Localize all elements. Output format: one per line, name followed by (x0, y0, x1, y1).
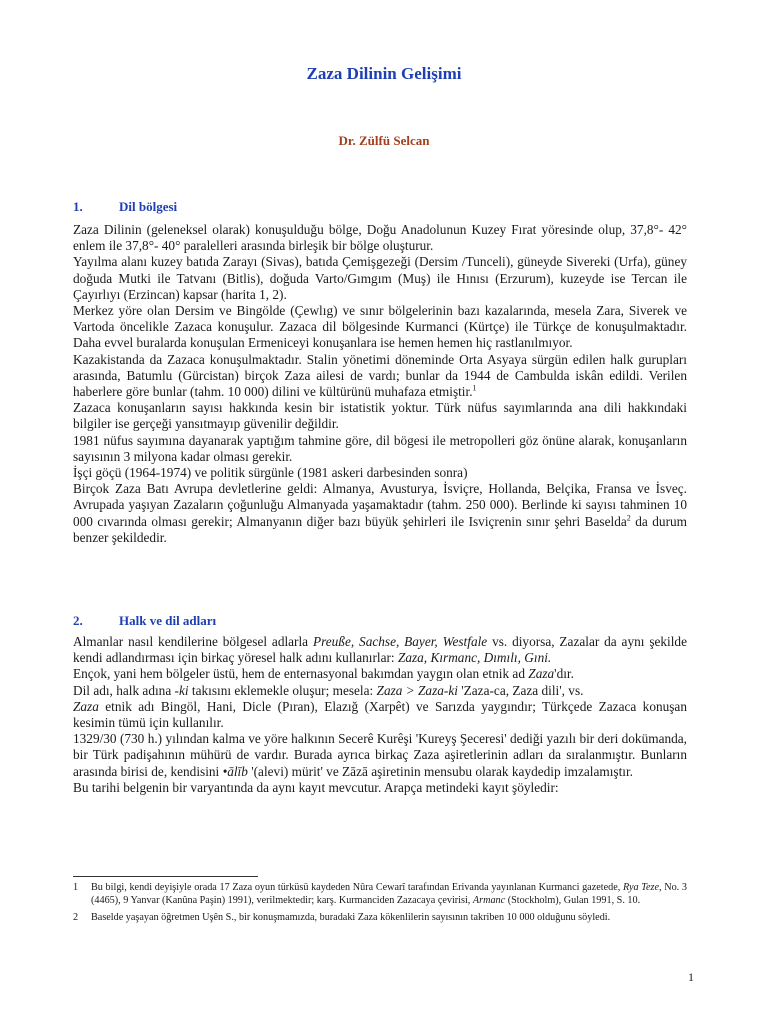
paragraph-text: 'Zaza-ca, Zaza dili', vs. (457, 682, 584, 698)
paragraph-text: da durum benzer şekildedir. (73, 513, 687, 545)
footnote-text: Bu bilgi, kendi deyişiyle orada 17 Zaza oyun türküsü kaydeden Nûra Cewarî tarafından Erivanda yayınlanan Kurmanci gazetede, (91, 882, 623, 893)
footnote-number: 1 (73, 882, 79, 893)
footnote-ref: 2 (626, 513, 631, 523)
paragraph: Zazaca konuşanların sayısı hakkında kesin bir istatistik yoktur. Türk nüfus sayımlarında ana dili hakkındaki bilgiler ise gerçeği yansıtmayıp güvenilir değildir. (73, 400, 687, 432)
paragraph-text: Almanlar nasıl kendilerine bölgesel adlarla (73, 634, 313, 649)
italic-text: Preuße, Sachse, Bayer, Westfale (312, 634, 488, 649)
paragraph-text: Ençok, yani hem bölgeler üstü, hem de enternasyonal bakımdan yaygın olan etnik ad (73, 666, 529, 682)
footnotes (73, 881, 687, 927)
paragraph (73, 666, 687, 682)
italic-text: -ki (174, 682, 189, 698)
footnote (73, 911, 687, 924)
section-body-1 (73, 222, 687, 546)
italic-text: Zaza (73, 698, 99, 714)
paragraph (73, 634, 687, 666)
italic-text: Zaza > Zaza-ki (376, 682, 458, 698)
paragraph: Bu tarihi belgenin bir varyantında da aynı kayıt mevcutur. Arapça metindeki kayıt şöyledir: (73, 779, 559, 795)
paragraph-text: 'dır. (554, 666, 574, 682)
italic-text: Armanc (472, 895, 506, 907)
paragraph-text: '(alevi) mürit' ve Zāzā aşiretinin mensubu olarak kaydedip imzalamıştır. (247, 763, 634, 779)
footnote-text: (Stockholm), Gulan 1991, S. 10. (505, 895, 641, 907)
italic-text: •ālīb (222, 763, 248, 779)
section-body-2 (73, 634, 687, 796)
footnote-divider (73, 876, 258, 877)
paragraph: Yayılma alanı kuzey batıda Zarayı (Sivas), batıda Çemişgezeği (Dersim /Tunceli), güneyde Sivereki (Urfa), güney doğuda Mutki ile Tatvanı (Bitlis), doğuda Varto/Gımgım (Muş) ile Hınısı (Erzurum), kuzeyde ise Tercan ile Çayırlıyı (Erzincan) kapsar (harita 1, 2). (73, 254, 687, 302)
footnote-ref: 1 (472, 383, 477, 393)
author-name: Dr. Zülfü Selcan (338, 133, 430, 148)
section-heading-1 (73, 199, 177, 215)
italic-text: Rya Teze (622, 882, 659, 893)
section-number: 2. (73, 613, 83, 628)
page-number: 1 (688, 970, 694, 984)
paragraph-text: takısını eklemekle oluşur; mesela: (188, 682, 377, 698)
paragraph (73, 481, 687, 546)
paragraph (73, 352, 687, 401)
footnote-text: , No. 3 (4465), 9 Yanvar (Kanûna Paşin) 1991), verilmektedir; karş. Kurmanciden Zazacaya çevirisi, (91, 882, 687, 907)
paragraph: İşçi göçü (1964-1974) ve politik sürgünle (1981 askeri darbesinden sonra) (73, 465, 468, 481)
paragraph (73, 731, 687, 780)
italic-text: Zaza, Kırmanc, Dımılı, Gıni. (397, 650, 552, 666)
document-title: Zaza Dilinin Gelişimi (306, 64, 462, 83)
section-title: Halk ve dil adları (119, 613, 217, 628)
paragraph: Zaza Dilinin (geleneksel olarak) konuşulduğu bölge, Doğu Anadolunun Kuzey Fırat yöresinde olup, 37,8°- 42° enlem ile 37,8°- 40° paralelleri arasında birleşik bir bölge oluşturur. (73, 222, 687, 254)
section-heading-2 (73, 613, 216, 629)
paragraph-text: etnik adı Bingöl, Hani, Dicle (Pıran), Elazığ (Xarpêt) ve Sarızda yaygındır; Türkçede Zazaca konuşan kesimin tümü için kullanılır. (73, 698, 687, 731)
footnote-number: 2 (73, 911, 79, 923)
paragraph: 1981 nüfus sayımına dayanarak yaptığım tahmine göre, dil bögesi ile metropolleri göz önüne alarak, konuşanların sayısının 3 milyona kadar olması gerekir. (73, 432, 687, 464)
paragraph (73, 699, 687, 731)
footnote-text: Baselde yaşayan öğretmen Uşên S., bir konuşmamızda, buradaki Zaza kökenlilerin sayısının takriben 10 000 olduğunu söyledi. (91, 911, 611, 923)
paragraph: Merkez yöre olan Dersim ve Bingölde (Çewlıg) ve sınır bölgelerinin bazı kazalarında, mesela Zara, Siverek ve Vartoda öncelikle Zazaca konuşulur. Zazaca dil bölgesinde Kurmanci (Kürtçe) ile Türkçe de konuşulmaktadır. Daha evvel buralarda konuşulan Ermeniceyi konuşanlara ise hemen hemen hiç rastlanılmıyor. (73, 303, 687, 351)
paragraph-text: vs. diyorsa, Zazalar da aynı şekilde kendi adlandırması için birkaç yöresel halk adını kullanırlar: (73, 634, 687, 666)
section-title: Dil bölgesi (119, 199, 178, 214)
italic-text: Zaza (528, 666, 555, 682)
section-number: 1. (73, 199, 83, 214)
paragraph-text: Dil adı, halk adına (73, 682, 175, 698)
paragraph-text: Birçok Zaza Batı Avrupa devletlerine geldi: Almanya, Avusturya, İsviçre, Hollanda, Belçika, Fransa ve İsveç. Avrupada yaşıyan Zazaların çoğunluğu Almanyada yaşamaktadır (tahm. 250 000). Berlinde ki sayısı tahminen 10 000 cıvarında olması gerekir; Almanyanın diğer bazı büyük şehirleri ile Isviçrenin sınır şehri Baselda (73, 481, 687, 529)
paragraph (73, 683, 687, 699)
footnote (73, 881, 687, 908)
paragraph-text: Kazakistanda da Zazaca konuşulmaktadır. Stalin yönetimi döneminde Orta Asyaya sürgün edilen halk gurupları arasında, Batumlu (Gürcistan) birçok Zaza ailesi de vardı; bunlar da 1944 de Cambulda iskân edildi. Verilen haberlere göre bunlar (tahm. 10 000) dilini ve kültürünü muhafaza etmiştir. (73, 351, 687, 400)
paragraph-text: 1329/30 (730 h.) yılından kalma ve yöre halkının Secerê Kurêşi 'Kureyş Şeceresi' dediği yazılı bir deri dokümanda, bir Türk padişahının mühürü de vardır. Burada ayrıca birkaç Zaza aşiretlerinin adları da sıralanmıştır. Bunların arasında birisi de, kendisini (73, 731, 687, 779)
